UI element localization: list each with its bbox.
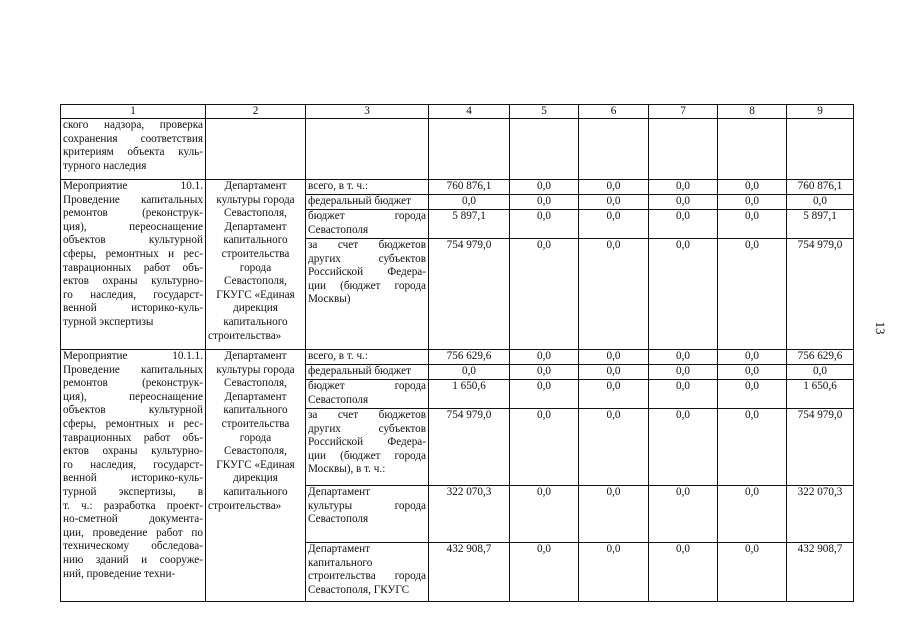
amount-year: 0,0: [510, 210, 579, 239]
text-line: Российской Федера-: [308, 436, 426, 449]
text-line: строительства»: [208, 499, 282, 512]
amount-year: 0,0: [649, 195, 718, 210]
text-line: федеральный бюджет: [308, 365, 411, 377]
text-line: Москвы): [308, 293, 351, 306]
amount-year: 0,0: [649, 486, 718, 543]
text-line: таврационных работ объ-: [63, 431, 203, 444]
amount-year: 0,0: [579, 409, 649, 486]
amount-year: 0,0: [718, 180, 787, 195]
amount-total: 432 908,7: [429, 543, 510, 602]
amount-year: 0,0: [718, 210, 787, 239]
header-cell: 4: [429, 105, 510, 119]
text-line: других субъектов: [308, 252, 426, 265]
text-line: Мероприятие 10.1.: [63, 180, 203, 192]
text-line: турной экспертизы, в: [63, 485, 203, 498]
text-line: культуры города: [216, 363, 295, 376]
text-line: Российской Федера-: [308, 266, 426, 279]
header-cell: 1: [61, 105, 206, 119]
amount-total: 1 650,6: [429, 380, 510, 409]
text-line: ГКУГС «Единая: [216, 288, 295, 301]
text-line: го наследия, государст-: [63, 458, 203, 471]
text-line: Департамент: [308, 486, 371, 498]
text-line: ции (бюджет города: [308, 449, 426, 462]
text-line: бюджет города: [308, 380, 426, 392]
amount-year: 0,0: [718, 543, 787, 602]
funding-source: [306, 365, 429, 380]
amount-year: 0,0: [579, 210, 649, 239]
text-line: бюджет города: [308, 210, 426, 222]
amount-total: 756 629,6: [429, 350, 510, 365]
header-cell: 5: [510, 105, 579, 119]
amount-year: 0,0: [510, 486, 579, 543]
funding-source: [306, 195, 429, 210]
text-line: строительства»: [208, 329, 282, 342]
empty-cell: [579, 119, 649, 180]
text-line: венной историко-куль-: [63, 302, 203, 315]
amount-year: 0,0: [510, 239, 579, 350]
text-line: ГКУГС «Единая: [216, 458, 295, 471]
text-line: других субъектов: [308, 422, 426, 435]
header-cell: 3: [306, 105, 429, 119]
data-row: [61, 180, 854, 195]
amount-overall: 322 070,3: [787, 486, 854, 543]
measure-description: [61, 350, 206, 602]
text-line: таврационных работ объ-: [63, 261, 203, 274]
amount-year: 0,0: [718, 409, 787, 486]
amount-year: 0,0: [579, 350, 649, 365]
text-line: строительства города: [308, 570, 426, 583]
amount-year: 0,0: [579, 365, 649, 380]
text-line: ского надзора, проверка: [63, 119, 203, 131]
text-line: Департамент: [308, 543, 371, 555]
text-line: техническому обследова-: [63, 540, 203, 553]
amount-total: 0,0: [429, 365, 510, 380]
text-line: Проведение капитальных: [63, 363, 203, 376]
text-line: Севастополя: [308, 513, 369, 526]
text-line: нию зданий и сооруже-: [63, 553, 203, 566]
amount-year: 0,0: [579, 180, 649, 195]
amount-total: 5 897,1: [429, 210, 510, 239]
funding-source: [306, 239, 429, 350]
funding-source: [306, 180, 429, 195]
header-cell: 7: [649, 105, 718, 119]
funding-source: [306, 380, 429, 409]
text-line: Департамент: [224, 180, 287, 192]
text-line: Проведение капитальных: [63, 193, 203, 206]
header-cell: 6: [579, 105, 649, 119]
funding-source: [306, 409, 429, 486]
text-line: ектов охраны культурно-: [63, 275, 203, 288]
amount-year: 0,0: [649, 239, 718, 350]
data-row: [61, 350, 854, 365]
amount-overall: 432 908,7: [787, 543, 854, 602]
amount-year: 0,0: [649, 380, 718, 409]
amount-year: 0,0: [510, 180, 579, 195]
amount-total: 0,0: [429, 195, 510, 210]
amount-total: 760 876,1: [429, 180, 510, 195]
amount-year: 0,0: [510, 195, 579, 210]
text-line: сферы, ремонтных и рес-: [63, 417, 203, 430]
amount-year: 0,0: [579, 486, 649, 543]
amount-total: 754 979,0: [429, 409, 510, 486]
amount-overall: 756 629,6: [787, 350, 854, 365]
amount-year: 0,0: [579, 239, 649, 350]
amount-year: 0,0: [579, 195, 649, 210]
text-line: Мероприятие 10.1.1.: [63, 350, 203, 362]
text-line: ектов охраны культурно-: [63, 445, 203, 458]
amount-year: 0,0: [649, 350, 718, 365]
empty-cell: [429, 119, 510, 180]
text-line: ции (бюджет города: [308, 279, 426, 292]
responsible-executor: [206, 180, 306, 350]
amount-overall: 0,0: [787, 195, 854, 210]
text-line: объектов культурной: [63, 234, 203, 247]
funding-source: [306, 350, 429, 365]
amount-year: 0,0: [510, 380, 579, 409]
page-number: 13: [873, 321, 888, 335]
empty-cell: [510, 119, 579, 180]
header-cell: 2: [206, 105, 306, 119]
empty-cell: [306, 119, 429, 180]
amount-year: 0,0: [718, 486, 787, 543]
empty-cell: [787, 119, 854, 180]
amount-year: 0,0: [649, 180, 718, 195]
text-line: капитального: [308, 556, 373, 569]
text-line: всего, в т. ч.:: [308, 180, 369, 192]
continuation-description: [61, 119, 206, 180]
amount-year: 0,0: [649, 210, 718, 239]
text-line: Севастополя,: [224, 275, 287, 288]
text-line: Севастополя: [308, 223, 369, 236]
text-line: города: [239, 261, 272, 274]
text-line: Севастополя, ГКУГС: [308, 583, 410, 596]
funding-source: [306, 210, 429, 239]
budget-table: [60, 104, 854, 602]
text-line: ний, проведение техни-: [63, 567, 176, 580]
text-line: Севастополя,: [224, 377, 287, 390]
header-cell: 8: [718, 105, 787, 119]
funding-source: [306, 543, 429, 602]
measure-description: [61, 180, 206, 350]
text-line: объектов культурной: [63, 404, 203, 417]
text-line: сохранения соответствия: [63, 132, 203, 145]
amount-year: 0,0: [718, 195, 787, 210]
text-line: сферы, ремонтных и рес-: [63, 247, 203, 260]
text-line: капитального: [223, 234, 288, 247]
amount-year: 0,0: [718, 380, 787, 409]
amount-overall: 0,0: [787, 365, 854, 380]
amount-year: 0,0: [579, 380, 649, 409]
amount-overall: 760 876,1: [787, 180, 854, 195]
amount-overall: 1 650,6: [787, 380, 854, 409]
text-line: турного наследия: [63, 159, 147, 172]
funding-source: [306, 486, 429, 543]
continuation-row: [61, 119, 854, 180]
text-line: ремонтов (реконструк-: [63, 207, 203, 220]
text-line: капитального: [223, 315, 288, 328]
text-line: ции, проведение работ по: [63, 526, 203, 539]
text-line: но-сметной документа-: [63, 513, 203, 526]
text-line: Департамент: [224, 220, 287, 233]
amount-year: 0,0: [718, 239, 787, 350]
text-line: ция), переоснащение: [63, 390, 203, 403]
amount-overall: 5 897,1: [787, 210, 854, 239]
amount-total: 322 070,3: [429, 486, 510, 543]
amount-total: 754 979,0: [429, 239, 510, 350]
text-line: Севастополя: [308, 393, 369, 406]
empty-cell: [206, 119, 306, 180]
text-line: Москвы), в т. ч.:: [308, 463, 386, 476]
text-line: дирекция: [233, 302, 278, 315]
amount-year: 0,0: [510, 409, 579, 486]
amount-year: 0,0: [649, 543, 718, 602]
text-line: Севастополя,: [224, 207, 287, 220]
amount-overall: 754 979,0: [787, 409, 854, 486]
text-line: за счет бюджетов: [308, 409, 426, 421]
text-line: капитального: [223, 485, 288, 498]
text-line: Департамент: [224, 350, 287, 362]
text-line: турной экспертизы: [63, 315, 154, 328]
amount-year: 0,0: [649, 409, 718, 486]
text-line: культуры города: [308, 499, 426, 512]
text-line: Севастополя,: [224, 445, 287, 458]
amount-year: 0,0: [649, 365, 718, 380]
text-line: всего, в т. ч.:: [308, 350, 369, 362]
empty-cell: [649, 119, 718, 180]
text-line: за счет бюджетов: [308, 239, 426, 251]
amount-year: 0,0: [579, 543, 649, 602]
text-line: капитального: [223, 404, 288, 417]
amount-year: 0,0: [718, 350, 787, 365]
text-line: культуры города: [216, 193, 295, 206]
amount-year: 0,0: [510, 543, 579, 602]
text-line: ция), переоснащение: [63, 220, 203, 233]
text-line: критериям объекта куль-: [63, 146, 203, 159]
amount-year: 0,0: [510, 365, 579, 380]
amount-overall: 754 979,0: [787, 239, 854, 350]
text-line: федеральный бюджет: [308, 195, 411, 207]
amount-year: 0,0: [718, 365, 787, 380]
text-line: го наследия, государст-: [63, 288, 203, 301]
header-cell: 9: [787, 105, 854, 119]
text-line: города: [239, 431, 272, 444]
text-line: строительства: [221, 247, 290, 260]
text-line: венной историко-куль-: [63, 472, 203, 485]
text-line: дирекция: [233, 472, 278, 485]
text-line: т. ч.: разработка проект-: [63, 499, 203, 512]
text-line: ремонтов (реконструк-: [63, 377, 203, 390]
header-row: [61, 105, 854, 119]
amount-year: 0,0: [510, 350, 579, 365]
text-line: Департамент: [224, 390, 287, 403]
responsible-executor: [206, 350, 306, 602]
text-line: строительства: [221, 417, 290, 430]
empty-cell: [718, 119, 787, 180]
